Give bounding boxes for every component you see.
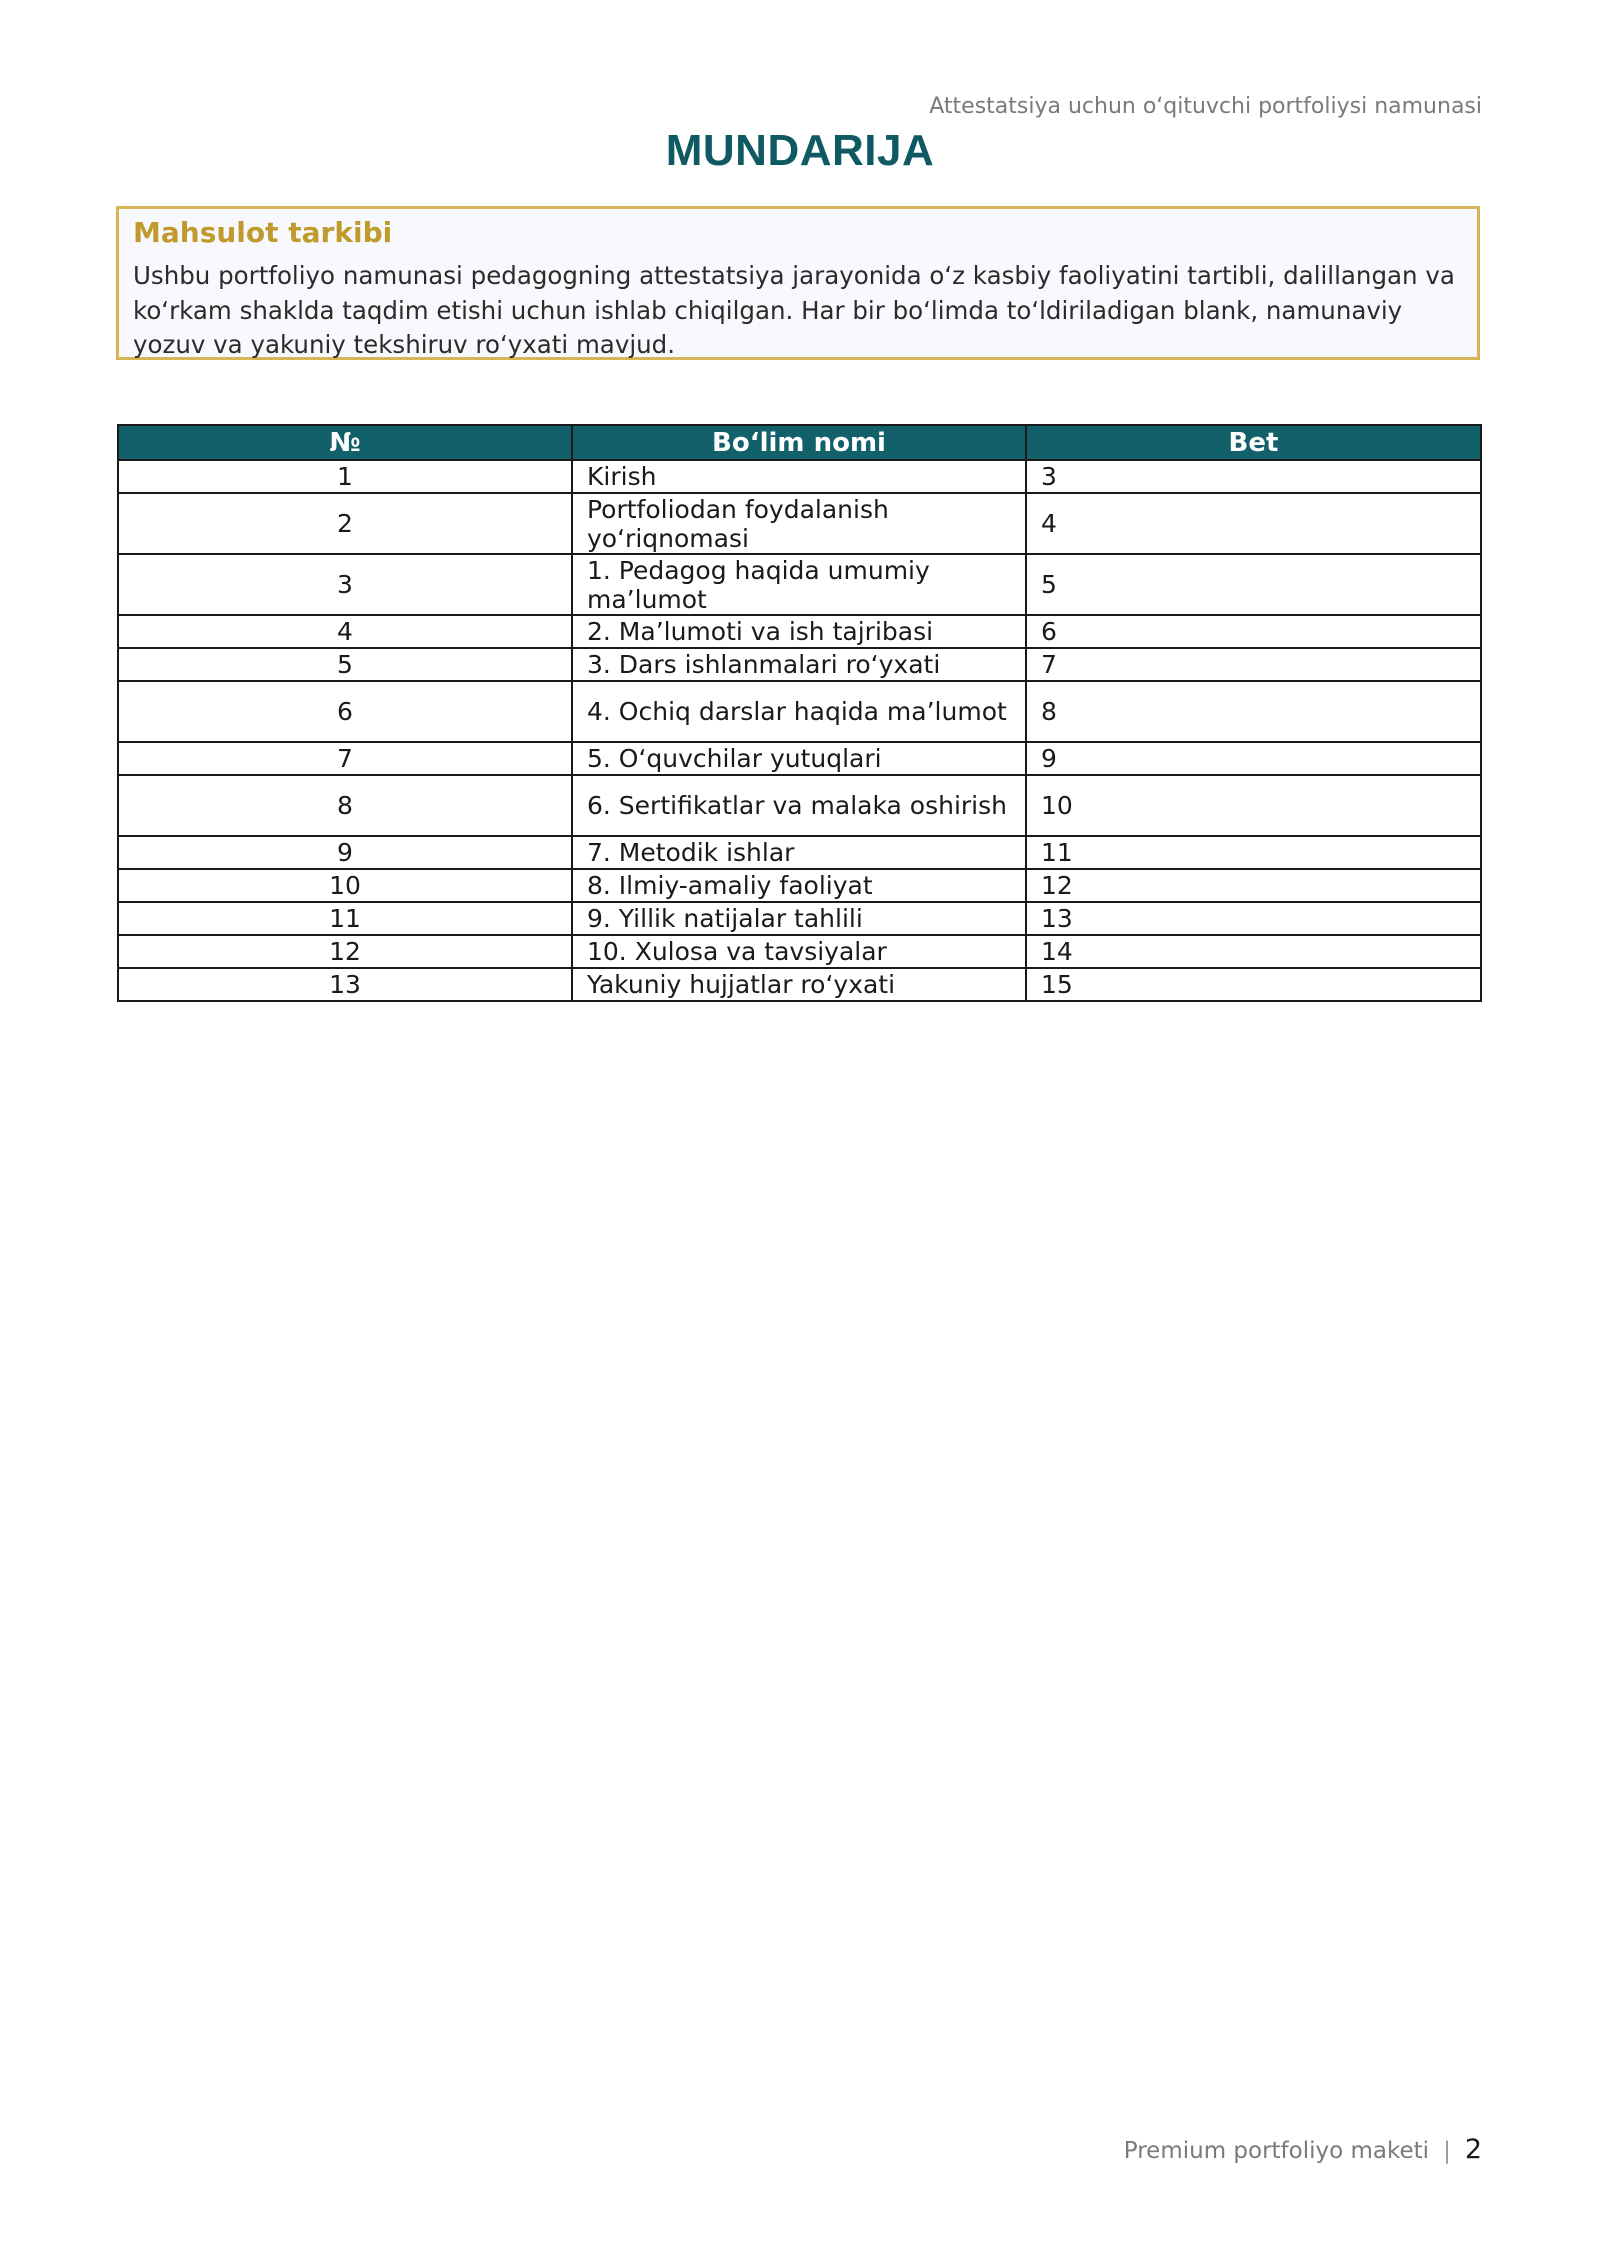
column-header-section-name: Bo‘lim nomi — [572, 425, 1026, 460]
table-row — [118, 775, 1481, 836]
info-box — [116, 206, 1480, 360]
row-page: 7 — [1026, 648, 1481, 681]
row-section-name: Yakuniy hujjatlar ro‘yxati — [572, 968, 1026, 1001]
row-page: 6 — [1026, 615, 1481, 648]
row-number: 6 — [118, 681, 572, 742]
table-row — [118, 554, 1481, 615]
row-section-name: 3. Dars ishlanmalari ro‘yxati — [572, 648, 1026, 681]
row-page: 13 — [1026, 902, 1481, 935]
table-row — [118, 648, 1481, 681]
contents-table — [117, 424, 1482, 1002]
table-row — [118, 493, 1481, 554]
row-number: 11 — [118, 902, 572, 935]
row-section-name: 1. Pedagog haqida umumiy ma’lumot — [572, 554, 1026, 615]
row-section-name: 8. Ilmiy-amaliy faoliyat — [572, 869, 1026, 902]
row-page: 14 — [1026, 935, 1481, 968]
page-footer — [1124, 2134, 1482, 2167]
row-page: 10 — [1026, 775, 1481, 836]
table-row — [118, 742, 1481, 775]
info-box-title: Mahsulot tarkibi — [133, 216, 393, 249]
row-number: 13 — [118, 968, 572, 1001]
page-number: 2 — [1464, 2134, 1482, 2165]
row-page: 8 — [1026, 681, 1481, 742]
table-row — [118, 460, 1481, 493]
row-page: 11 — [1026, 836, 1481, 869]
row-page: 5 — [1026, 554, 1481, 615]
header-note: Attestatsiya uchun o‘qituvchi portfoliysi namunasi — [929, 94, 1482, 119]
row-number: 7 — [118, 742, 572, 775]
row-number: 5 — [118, 648, 572, 681]
row-section-name: 6. Sertifikatlar va malaka oshirish — [572, 775, 1026, 836]
row-number: 1 — [118, 460, 572, 493]
column-header-number: № — [118, 425, 572, 460]
table-row — [118, 836, 1481, 869]
table-row — [118, 615, 1481, 648]
page-title: MUNDARIJA — [665, 126, 935, 175]
row-section-name: 2. Ma’lumoti va ish tajribasi — [572, 615, 1026, 648]
row-section-name: 4. Ochiq darslar haqida ma’lumot — [572, 681, 1026, 742]
row-page: 9 — [1026, 742, 1481, 775]
footer-separator: | — [1443, 2138, 1451, 2164]
row-number: 9 — [118, 836, 572, 869]
row-section-name: 9. Yillik natijalar tahlili — [572, 902, 1026, 935]
row-number: 4 — [118, 615, 572, 648]
row-section-name: 5. O‘quvchilar yutuqlari — [572, 742, 1026, 775]
row-section-name: Kirish — [572, 460, 1026, 493]
row-page: 3 — [1026, 460, 1481, 493]
table-row — [118, 681, 1481, 742]
row-number: 10 — [118, 869, 572, 902]
row-page: 15 — [1026, 968, 1481, 1001]
footer-label: Premium portfoliyo maketi — [1123, 2138, 1430, 2164]
column-header-page: Bet — [1026, 425, 1481, 460]
row-number: 3 — [118, 554, 572, 615]
row-number: 2 — [118, 493, 572, 554]
row-section-name: 10. Xulosa va tavsiyalar — [572, 935, 1026, 968]
row-section-name: Portfoliodan foydalanish yo‘riqnomasi — [572, 493, 1026, 554]
row-number: 12 — [118, 935, 572, 968]
row-number: 8 — [118, 775, 572, 836]
table-row — [118, 869, 1481, 902]
row-page: 12 — [1026, 869, 1481, 902]
table-row — [118, 935, 1481, 968]
table-row — [118, 902, 1481, 935]
row-section-name: 7. Metodik ishlar — [572, 836, 1026, 869]
table-row — [118, 968, 1481, 1001]
row-page: 4 — [1026, 493, 1481, 554]
info-box-text: Ushbu portfoliyo namunasi pedagogning attestatsiya jarayonida o‘z kasbiy faoliyatini tartibli, dalillangan va ko‘rkam shaklda taqdim etishi uchun ishlab chiqilgan. Har bir bo‘limda to‘ldiriladigan blank, namunaviy yozuv va yakuniy tekshiruv ro‘yxati mavjud. — [133, 261, 1455, 359]
table-header-row — [118, 425, 1481, 460]
